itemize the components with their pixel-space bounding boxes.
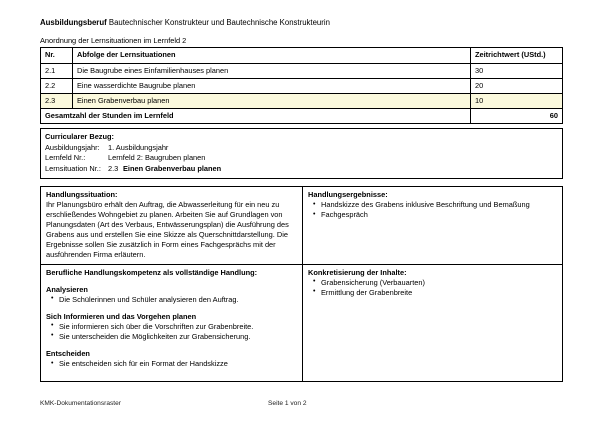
kompetenz-list-analysieren bbox=[46, 295, 297, 305]
list-item: • Die Schülerinnen und Schüler analysieren den Auftrag. bbox=[59, 295, 297, 305]
row-zeit: 20 bbox=[471, 79, 563, 94]
handlungsergebnisse-cell bbox=[303, 187, 563, 265]
abfolge-table bbox=[40, 47, 563, 124]
row-titel: Die Baugrube eines Einfamilienhauses planen bbox=[73, 64, 471, 79]
handlungskompetenz-cell bbox=[41, 264, 303, 381]
konkretisierung-title: Konkretisierung der Inhalte: bbox=[308, 267, 407, 277]
lernsituation-value-wrap bbox=[108, 164, 558, 175]
table-row-highlighted bbox=[41, 94, 563, 109]
kompetenz-row bbox=[41, 264, 563, 381]
row-nr: 2.3 bbox=[41, 94, 73, 109]
anordnung-line: Anordnung der Lernsituationen im Lernfeld 2 bbox=[40, 36, 187, 45]
list-item: • Handskizze des Grabens inklusive Beschriftung und Bemaßung bbox=[321, 200, 557, 210]
kompetenz-list-informieren bbox=[46, 322, 297, 342]
kompetenz-group-title-informieren: Sich Informieren und das Vorgehen planen bbox=[46, 311, 197, 321]
table-row bbox=[41, 79, 563, 94]
handlungskompetenz-title: Berufliche Handlungskompetenz als vollständige Handlung: bbox=[46, 267, 258, 277]
ausbildungsjahr-value: 1. Ausbildungsjahr bbox=[108, 142, 169, 152]
konkretisierung-cell bbox=[303, 264, 563, 381]
table-row bbox=[41, 64, 563, 79]
ausbildungsberuf-label: Ausbildungsberuf bbox=[40, 18, 107, 27]
ausbildungsberuf-line bbox=[40, 18, 330, 28]
lernsituation-label: Lernsituation Nr.: bbox=[45, 163, 101, 173]
situation-row bbox=[41, 187, 563, 265]
curricularer-bezug-cell bbox=[41, 129, 563, 179]
row-titel: Einen Grabenverbau planen bbox=[73, 94, 471, 109]
row-titel: Eine wasserdichte Baugrube planen bbox=[73, 79, 471, 94]
lernsituation-titel: Einen Grabenverbau planen bbox=[123, 163, 222, 173]
column-header-abfolge: Abfolge der Lernsituationen bbox=[73, 48, 471, 64]
curricularer-bezug-title: Curricularer Bezug: bbox=[45, 132, 114, 141]
kompetenz-group-title-analysieren: Analysieren bbox=[46, 284, 88, 294]
handlungssituation-text: Ihr Planungsbüro erhält den Auftrag, die Abwasserleitung für ein neu zu erschließendes Wohngebiet zu planen. Arbeiten Sie auf Grundlagen von Planungsdaten (Art des Verbaus, Entwässerungsplan) die Ausführung des Grabens aus und erstellen Sie eine Skizze als Querschnittdarstellung. Die Ergebnisse sollen Sie zusätzlich in Form eines Fachgesprächs mit der ausführenden Firma erläutern. bbox=[46, 200, 289, 260]
lernfeld-label: Lernfeld Nr.: bbox=[45, 153, 86, 163]
lernsituation-nr: 2.3 bbox=[108, 163, 119, 173]
list-item: • Grabensicherung (Verbauarten) bbox=[321, 278, 557, 288]
curricularer-bezug-row bbox=[41, 129, 563, 179]
konkretisierung-list bbox=[308, 278, 557, 298]
lernfeld-value: Lernfeld 2: Baugruben planen bbox=[108, 153, 206, 163]
row-zeit: 10 bbox=[471, 94, 563, 109]
footer-left-text: KMK-Dokumentationsraster bbox=[40, 400, 121, 407]
kompetenz-group-title-entscheiden: Entscheiden bbox=[46, 349, 90, 359]
footer-page-number: Seite 1 von 2 bbox=[268, 400, 307, 407]
row-zeit: 30 bbox=[471, 64, 563, 79]
row-nr: 2.1 bbox=[41, 64, 73, 79]
ausbildungsjahr-label: Ausbildungsjahr: bbox=[45, 142, 100, 152]
handlungssituation-title: Handlungssituation: bbox=[46, 190, 118, 199]
curricularer-bezug-table bbox=[40, 128, 563, 179]
abfolge-table-header-row bbox=[41, 48, 563, 64]
handlungssituation-cell bbox=[41, 187, 303, 265]
curricularer-bezug-grid bbox=[45, 143, 558, 175]
row-nr: 2.2 bbox=[41, 79, 73, 94]
list-item: • Fachgespräch bbox=[321, 210, 557, 220]
handlungsergebnisse-list bbox=[308, 200, 557, 220]
list-item: • Ermittlung der Grabenbreite bbox=[321, 288, 557, 298]
list-item: • Sie informieren sich über die Vorschriften zur Grabenbreite. bbox=[59, 322, 297, 332]
main-body-table bbox=[40, 186, 563, 382]
table-row-total bbox=[41, 109, 563, 124]
column-header-nr: Nr. bbox=[41, 48, 73, 64]
ausbildungsberuf-value: Bautechnischer Konstrukteur und Bautechnische Konstrukteurin bbox=[108, 18, 330, 27]
list-item: • Sie entscheiden sich für ein Format der Handskizze bbox=[59, 359, 297, 369]
total-label: Gesamtzahl der Stunden im Lernfeld bbox=[41, 109, 471, 124]
column-header-zeitrichtwert: Zeitrichtwert (UStd.) bbox=[471, 48, 563, 64]
total-value: 60 bbox=[471, 109, 563, 124]
kompetenz-list-entscheiden bbox=[46, 359, 297, 369]
handlungsergebnisse-title: Handlungsergebnisse: bbox=[308, 190, 388, 199]
list-item: • Sie unterscheiden die Möglichkeiten zur Grabensicherung. bbox=[59, 332, 297, 342]
